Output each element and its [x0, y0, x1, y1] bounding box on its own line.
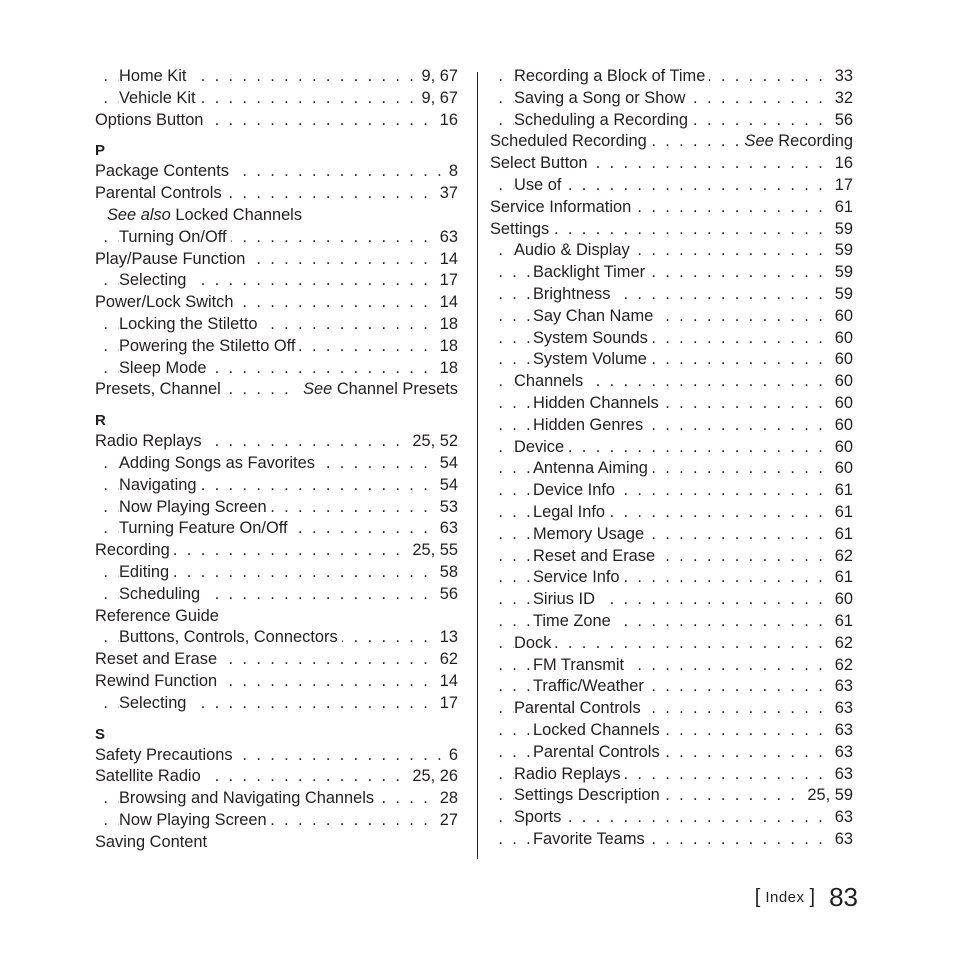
- entry-label: Radio Replays: [95, 432, 206, 450]
- entry-page-ref: 28: [435, 788, 458, 810]
- entry-label: Use of: [514, 176, 565, 194]
- entry-label: Parental Controls: [514, 699, 645, 717]
- index-entry: [95, 358, 458, 380]
- entry-label: Editing: [119, 563, 173, 581]
- reference-target: Recording: [778, 132, 853, 151]
- entry-label: Selecting: [119, 694, 190, 712]
- index-entry: [490, 655, 853, 677]
- index-entry: [95, 518, 458, 540]
- entry-page-ref: 60: [830, 415, 853, 437]
- footer-bracket-open: [: [754, 885, 761, 908]
- entry-label: Browsing and Navigating Channels: [119, 789, 378, 807]
- index-entry: [490, 306, 853, 328]
- index-entry: [490, 720, 853, 742]
- index-entry: [95, 584, 458, 606]
- entry-label: Time Zone: [533, 612, 615, 630]
- entry-label: Dock: [514, 634, 555, 652]
- footer-bracket-close: ]: [809, 885, 816, 908]
- entry-page-ref: 63: [830, 829, 853, 851]
- entry-label: Audio & Display: [514, 241, 634, 259]
- index-entry: [95, 649, 458, 671]
- index-entry: [490, 393, 853, 415]
- entry-label: Now Playing Screen: [119, 498, 271, 516]
- entry-page-ref: 17: [830, 175, 853, 197]
- index-entry: [490, 742, 853, 764]
- entry-label: Saving Content: [95, 833, 211, 851]
- index-entry: [490, 480, 853, 502]
- index-entry: [95, 292, 458, 314]
- entry-page-ref: 60: [830, 393, 853, 415]
- entry-page-ref: 62: [830, 655, 853, 677]
- index-entry: [490, 437, 853, 459]
- index-entry: [95, 627, 458, 649]
- entry-label: Settings: [490, 220, 553, 238]
- entry-label: Scheduling a Recording: [514, 111, 692, 129]
- entry-page-ref: 53: [435, 497, 458, 519]
- entry-label: Favorite Teams: [533, 830, 649, 848]
- entry-page-ref: 18: [435, 314, 458, 336]
- entry-label: Home Kit: [119, 67, 190, 85]
- index-entry: [95, 810, 458, 832]
- entry-page-ref: 9, 67: [417, 88, 458, 110]
- entry-label: Legal Info: [533, 503, 609, 521]
- entry-label: Locking the Stiletto: [119, 315, 262, 333]
- entry-page-ref: 61: [830, 197, 853, 219]
- entry-page-ref: 63: [830, 807, 853, 829]
- entry-label: Reference Guide: [95, 607, 223, 625]
- index-letter-heading: S: [95, 725, 106, 743]
- index-entry: [490, 829, 853, 851]
- entry-label: Antenna Aiming: [533, 459, 652, 477]
- entry-label: Selecting: [119, 271, 190, 289]
- entry-page-ref: 61: [830, 524, 853, 546]
- index-entry: [490, 502, 853, 524]
- index-entry: [95, 249, 458, 271]
- entry-label: Turning Feature On/Off: [119, 519, 292, 537]
- entry-page-ref: 63: [830, 720, 853, 742]
- entry-label: Sirius ID: [533, 590, 599, 608]
- index-entry: [490, 349, 853, 371]
- entry-label: System Volume: [533, 350, 651, 368]
- entry-page-ref: 18: [435, 358, 458, 380]
- entry-label: Presets, Channel: [95, 380, 225, 398]
- entry-page-ref: 16: [435, 110, 458, 132]
- entry-page-ref: 54: [435, 475, 458, 497]
- entry-page-ref: 54: [435, 453, 458, 475]
- entry-page-ref: 37: [435, 183, 458, 205]
- entry-page-ref: 32: [830, 88, 853, 110]
- entry-page-ref: 63: [435, 518, 458, 540]
- entry-page-ref: 16: [830, 153, 853, 175]
- entry-page-ref: 17: [435, 270, 458, 292]
- entry-label: Recording: [95, 541, 174, 559]
- entry-page-ref: 60: [830, 371, 853, 393]
- entry-label: Hidden Channels: [533, 394, 663, 412]
- see-label: See: [744, 132, 774, 151]
- index-entry: [490, 524, 853, 546]
- entry-page-ref: 25, 26: [407, 766, 458, 788]
- entry-label: Channels: [514, 372, 587, 390]
- entry-label: Memory Usage: [533, 525, 648, 543]
- entry-page-ref: 14: [435, 671, 458, 693]
- index-entry: [95, 314, 458, 336]
- index-entry: [95, 540, 458, 562]
- entry-label: Powering the Stiletto Off: [119, 337, 299, 355]
- entry-page-ref: 56: [830, 110, 853, 132]
- index-entry: [95, 270, 458, 292]
- see-reference: [298, 379, 458, 401]
- index-entry: [490, 219, 853, 241]
- index-entry: [490, 546, 853, 568]
- index-entry: [490, 153, 853, 175]
- entry-label: Radio Replays: [514, 765, 625, 783]
- entry-label: Scheduling: [119, 585, 204, 603]
- entry-page-ref: 63: [830, 698, 853, 720]
- index-entry: [490, 284, 853, 306]
- entry-label: Locked Channels: [175, 205, 303, 224]
- entry-page-ref: 61: [830, 611, 853, 633]
- entry-label: Buttons, Controls, Connectors: [119, 628, 342, 646]
- entry-page-ref: 62: [830, 546, 853, 568]
- entry-page-ref: 59: [830, 219, 853, 241]
- column-divider: [477, 72, 478, 859]
- entry-label: Adding Songs as Favorites: [119, 454, 319, 472]
- entry-label: Parental Controls: [533, 743, 664, 761]
- entry-label: Reset and Erase: [533, 547, 659, 565]
- entry-label: System Sounds: [533, 329, 652, 347]
- entry-label: Now Playing Screen: [119, 811, 271, 829]
- entry-label: Play/Pause Function: [95, 250, 249, 268]
- entry-label: Vehicle Kit: [119, 89, 200, 107]
- index-entry: [490, 676, 853, 698]
- index-entry: [95, 336, 458, 358]
- index-entry: [490, 458, 853, 480]
- entry-label: FM Transmit: [533, 656, 628, 674]
- index-entry: [490, 764, 853, 786]
- entry-label: Options Button: [95, 111, 207, 129]
- see-reference: [740, 131, 853, 153]
- index-entry: [95, 497, 458, 519]
- index-column-right: [490, 66, 853, 851]
- entry-page-ref: 60: [830, 349, 853, 371]
- index-entry: [490, 633, 853, 655]
- index-entry: [95, 227, 458, 249]
- entry-label: Hidden Genres: [533, 416, 647, 434]
- entry-label: Navigating: [119, 476, 200, 494]
- index-entry: [490, 807, 853, 829]
- entry-label: Package Contents: [95, 162, 233, 180]
- entry-page-ref: 61: [830, 480, 853, 502]
- entry-label: Locked Channels: [533, 721, 664, 739]
- see-label: See: [303, 380, 333, 399]
- index-entry: [95, 693, 458, 715]
- index-entry: [490, 328, 853, 350]
- entry-page-ref: 62: [830, 633, 853, 655]
- entry-page-ref: 59: [830, 262, 853, 284]
- entry-page-ref: 25, 55: [407, 540, 458, 562]
- index-entry: [95, 66, 458, 88]
- entry-page-ref: 61: [830, 567, 853, 589]
- entry-label: Sports: [514, 808, 565, 826]
- index-letter-heading: R: [95, 412, 106, 430]
- index-entry: [95, 745, 458, 767]
- entry-page-ref: 63: [830, 742, 853, 764]
- entry-page-ref: 6: [444, 745, 458, 767]
- entry-label: Recording a Block of Time: [514, 67, 709, 85]
- entry-label: Parental Controls: [95, 184, 226, 202]
- entry-label: Device: [514, 438, 568, 456]
- index-entry: [490, 611, 853, 633]
- index-entry: [95, 832, 458, 854]
- entry-label: Service Information: [490, 198, 635, 216]
- index-entry: [490, 131, 853, 153]
- index-entry: [95, 379, 458, 401]
- index-entry: [490, 175, 853, 197]
- index-entry: [490, 110, 853, 132]
- entry-page-ref: 25, 59: [802, 785, 853, 807]
- entry-page-ref: 56: [435, 584, 458, 606]
- entry-label: Reset and Erase: [95, 650, 221, 668]
- entry-page-ref: 9, 67: [417, 66, 458, 88]
- entry-page-ref: 63: [830, 764, 853, 786]
- index-entry: [490, 66, 853, 88]
- entry-page-ref: 17: [435, 693, 458, 715]
- index-entry: [490, 785, 853, 807]
- entry-label: Settings Description: [514, 786, 664, 804]
- entry-label: Select Button: [490, 154, 592, 172]
- index-entry: [95, 431, 458, 453]
- entry-label: Traffic/Weather: [533, 677, 648, 695]
- entry-label: Backlight Timer: [533, 263, 649, 281]
- entry-page-ref: 33: [830, 66, 853, 88]
- see-also-label: See also: [107, 205, 171, 224]
- entry-label: Scheduled Recording: [490, 132, 651, 150]
- entry-label: Power/Lock Switch: [95, 293, 237, 311]
- reference-target: Channel Presets: [336, 380, 458, 399]
- index-entry: [95, 183, 458, 205]
- page-number: 83: [829, 881, 858, 912]
- index-entry: [95, 606, 458, 628]
- entry-page-ref: 60: [830, 458, 853, 480]
- index-entry: [95, 205, 458, 227]
- entry-label: Satellite Radio: [95, 767, 205, 785]
- entry-page-ref: 61: [830, 502, 853, 524]
- index-entry: [490, 88, 853, 110]
- footer-section-label: Index: [765, 888, 805, 906]
- entry-label: Brightness: [533, 285, 614, 303]
- entry-label: Safety Precautions: [95, 746, 237, 764]
- index-entry: [95, 161, 458, 183]
- entry-label: Turning On/Off: [119, 228, 231, 246]
- index-entry: [95, 562, 458, 584]
- entry-page-ref: 14: [435, 249, 458, 271]
- entry-page-ref: 8: [444, 161, 458, 183]
- entry-label: Saving a Song or Show: [514, 89, 689, 107]
- index-entry: [490, 415, 853, 437]
- index-column-left: [95, 66, 458, 854]
- entry-page-ref: 60: [830, 589, 853, 611]
- entry-page-ref: 13: [435, 627, 458, 649]
- entry-label: Rewind Function: [95, 672, 221, 690]
- entry-page-ref: 58: [435, 562, 458, 584]
- entry-page-ref: 18: [435, 336, 458, 358]
- entry-label: Device Info: [533, 481, 619, 499]
- index-entry: [490, 698, 853, 720]
- page-footer: [755, 882, 858, 912]
- index-entry: [95, 88, 458, 110]
- index-entry: [95, 110, 458, 132]
- entry-label: Say Chan Name: [533, 307, 657, 325]
- index-entry: [490, 371, 853, 393]
- entry-page-ref: 60: [830, 437, 853, 459]
- index-entry: [95, 671, 458, 693]
- entry-page-ref: 60: [830, 306, 853, 328]
- index-entry: [490, 589, 853, 611]
- index-letter-heading: P: [95, 142, 106, 160]
- entry-page-ref: 59: [830, 240, 853, 262]
- index-entry: [490, 567, 853, 589]
- index-entry: [95, 475, 458, 497]
- entry-page-ref: 25, 52: [407, 431, 458, 453]
- entry-page-ref: 27: [435, 810, 458, 832]
- entry-page-ref: 14: [435, 292, 458, 314]
- entry-label: Service Info: [533, 568, 624, 586]
- index-entry: [95, 788, 458, 810]
- index-entry: [95, 766, 458, 788]
- index-entry: [490, 262, 853, 284]
- entry-page-ref: 63: [435, 227, 458, 249]
- index-entry: [95, 453, 458, 475]
- entry-page-ref: 59: [830, 284, 853, 306]
- entry-page-ref: 62: [435, 649, 458, 671]
- entry-label: Sleep Mode: [119, 359, 210, 377]
- entry-page-ref: 60: [830, 328, 853, 350]
- entry-page-ref: 63: [830, 676, 853, 698]
- index-entry: [490, 197, 853, 219]
- index-entry: [490, 240, 853, 262]
